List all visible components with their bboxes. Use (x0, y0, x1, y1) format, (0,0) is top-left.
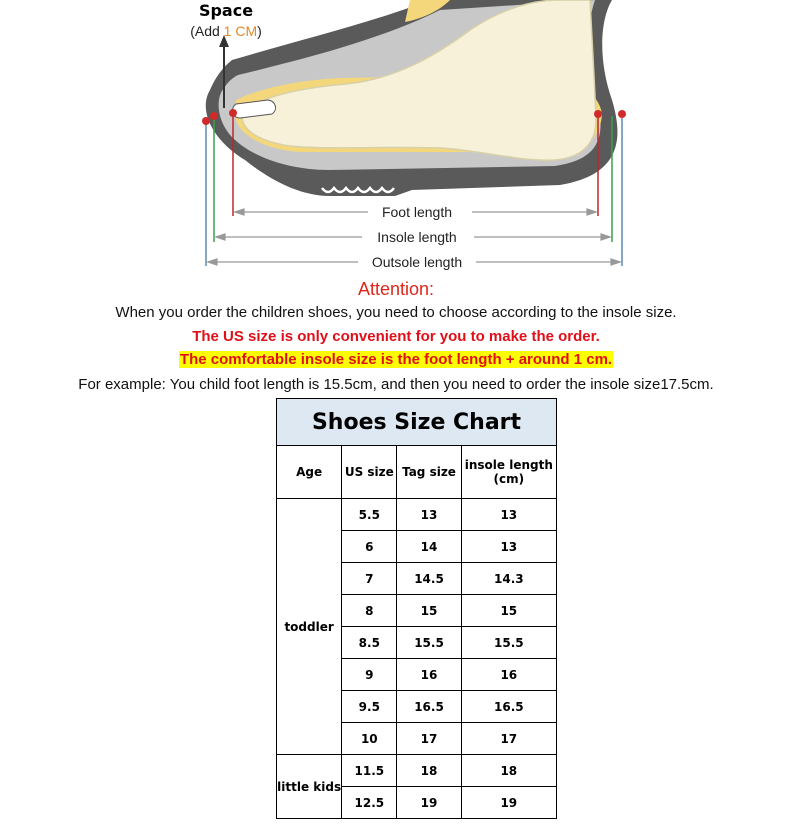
tag-size-cell: 14.5 (397, 563, 461, 595)
insole-length-cell: 17 (461, 723, 556, 755)
insole-length-header: insole length (cm) (461, 446, 556, 499)
tag-size-cell: 16.5 (397, 691, 461, 723)
insole-length-cell: 19 (461, 787, 556, 819)
tag-size-header: Tag size (397, 446, 461, 499)
insole-left-dot (210, 112, 218, 120)
insole-length-cell: 14.3 (461, 563, 556, 595)
outsole-length-label: Outsole length (371, 254, 463, 270)
us-size-cell: 7 (342, 563, 397, 595)
comfort-note-wrapper (0, 351, 792, 368)
us-size-cell: 9 (342, 659, 397, 691)
comfort-note: The comfortable insole size is the foot length + around 1 cm. (179, 351, 613, 368)
space-title: Space (198, 1, 254, 20)
tag-size-cell: 18 (397, 755, 461, 787)
size-chart-table (276, 398, 557, 819)
us-size-header: US size (342, 446, 397, 499)
age-header: Age (277, 446, 342, 499)
example-line: For example: You child foot length is 15.5cm, and then you need to order the insole size17.5cm. (78, 376, 714, 393)
insole-length-cell: 16 (461, 659, 556, 691)
us-size-cell: 12.5 (342, 787, 397, 819)
us-size-cell: 10 (342, 723, 397, 755)
tag-size-cell: 13 (397, 499, 461, 531)
insole-length-cell: 13 (461, 499, 556, 531)
shoe-measurement-diagram (0, 0, 792, 278)
tag-size-cell: 16 (397, 659, 461, 691)
age-group-little-kids: little kids (277, 755, 342, 819)
us-size-cell: 8 (342, 595, 397, 627)
attention-heading: Attention: (357, 279, 435, 299)
us-size-cell: 9.5 (342, 691, 397, 723)
space-subtitle: (Add 1 CM) (190, 23, 262, 39)
foot-left-dot (229, 109, 237, 117)
insole-length-label: Insole length (377, 229, 457, 245)
outsole-right-dot (618, 110, 626, 118)
tag-size-cell: 19 (397, 787, 461, 819)
foot-right-dot (594, 110, 602, 118)
us-size-cell: 8.5 (342, 627, 397, 659)
insole-length-cell: 18 (461, 755, 556, 787)
tag-size-cell: 15 (397, 595, 461, 627)
age-group-toddler: toddler (277, 499, 342, 755)
us-size-cell: 6 (342, 531, 397, 563)
tag-size-cell: 17 (397, 723, 461, 755)
size-chart-title: Shoes Size Chart (277, 399, 557, 446)
tag-size-cell: 15.5 (397, 627, 461, 659)
us-size-cell: 11.5 (342, 755, 397, 787)
tag-size-cell: 14 (397, 531, 461, 563)
insole-length-cell: 16.5 (461, 691, 556, 723)
outsole-left-dot (202, 117, 210, 125)
foot-length-label: Foot length (381, 204, 453, 220)
us-size-note: The US size is only convenient for you to make the order. (192, 328, 600, 345)
insole-length-cell: 15 (461, 595, 556, 627)
us-size-cell: 5.5 (342, 499, 397, 531)
instruction-line-insole: When you order the children shoes, you need to choose according to the insole size. (115, 304, 677, 321)
insole-length-cell: 13 (461, 531, 556, 563)
insole-length-cell: 15.5 (461, 627, 556, 659)
